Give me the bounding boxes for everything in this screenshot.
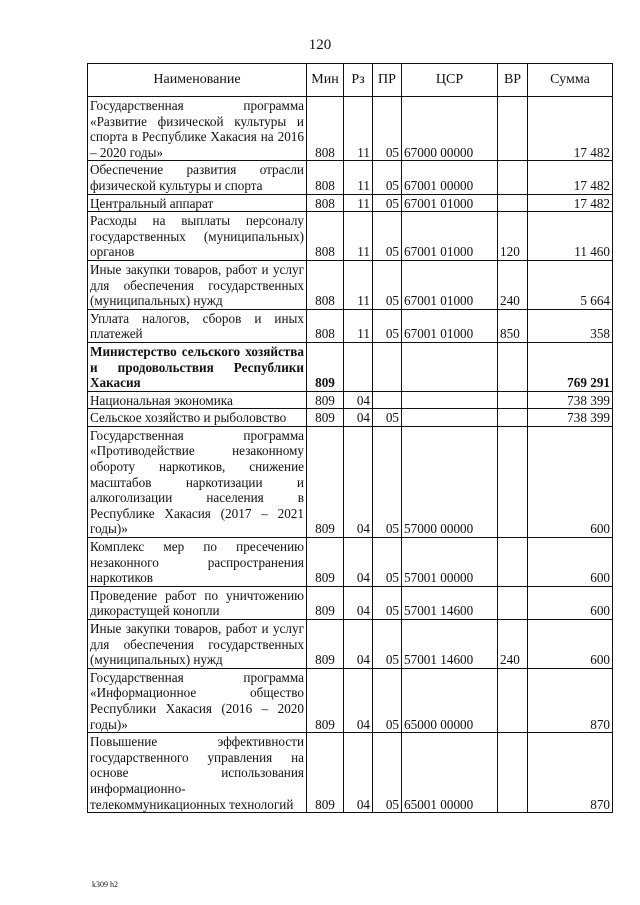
- header-rz: Рз: [344, 64, 373, 97]
- row-vr: [498, 586, 528, 619]
- row-sum: 738 399: [528, 391, 613, 409]
- row-name: Сельское хозяйство и рыболовство: [88, 409, 307, 427]
- row-pr: 05: [373, 620, 402, 669]
- row-min: 808: [307, 161, 344, 194]
- row-min: 809: [307, 538, 344, 587]
- row-vr: [498, 409, 528, 427]
- row-min: 809: [307, 620, 344, 669]
- row-name: Национальная экономика: [88, 391, 307, 409]
- row-rz: 04: [344, 538, 373, 587]
- header-vr: ВР: [498, 64, 528, 97]
- row-csr: 67001 01000: [402, 309, 498, 342]
- table-body: [88, 97, 613, 813]
- row-sum: 17 482: [528, 97, 613, 161]
- table-row: [88, 391, 613, 409]
- table-header-row: [88, 64, 613, 97]
- table-row: [88, 409, 613, 427]
- footer-code: k309 h2: [92, 880, 118, 889]
- row-sum: 5 664: [528, 260, 613, 309]
- row-sum: 17 482: [528, 194, 613, 212]
- row-rz: 11: [344, 194, 373, 212]
- header-name: Наименование: [88, 64, 307, 97]
- row-csr: [402, 342, 498, 391]
- row-csr: 67001 00000: [402, 161, 498, 194]
- row-min: 809: [307, 342, 344, 391]
- header-min: Мин: [307, 64, 344, 97]
- header-sum: Сумма: [528, 64, 613, 97]
- table-row: [88, 426, 613, 537]
- row-rz: 04: [344, 409, 373, 427]
- table-row: [88, 342, 613, 391]
- header-csr: ЦСР: [402, 64, 498, 97]
- table-row: [88, 212, 613, 261]
- row-rz: 04: [344, 391, 373, 409]
- row-sum: 870: [528, 733, 613, 813]
- row-vr: 240: [498, 620, 528, 669]
- row-pr: 05: [373, 538, 402, 587]
- row-name: Центральный аппарат: [88, 194, 307, 212]
- header-pr: ПР: [373, 64, 402, 97]
- row-pr: [373, 342, 402, 391]
- row-name: Министерство сельского хозяйства и продовольствия Республики Хакасия: [88, 342, 307, 391]
- row-csr: 67000 00000: [402, 97, 498, 161]
- row-pr: 05: [373, 586, 402, 619]
- row-name: Обеспечение развития отрасли физической культуры и спорта: [88, 161, 307, 194]
- row-name: Уплата налогов, сборов и иных платежей: [88, 309, 307, 342]
- table-row: [88, 668, 613, 732]
- row-name: Государственная программа «Информационное общество Республики Хакасия (2016 – 2020 годы)»: [88, 668, 307, 732]
- row-sum: 600: [528, 538, 613, 587]
- row-sum: 769 291: [528, 342, 613, 391]
- row-rz: 04: [344, 426, 373, 537]
- page-number: 120: [308, 37, 332, 53]
- row-sum: 738 399: [528, 409, 613, 427]
- row-csr: 67001 01000: [402, 212, 498, 261]
- row-vr: [498, 161, 528, 194]
- row-pr: 05: [373, 194, 402, 212]
- row-pr: [373, 391, 402, 409]
- row-csr: 57001 00000: [402, 538, 498, 587]
- row-csr: 57001 14600: [402, 620, 498, 669]
- row-pr: 05: [373, 668, 402, 732]
- row-pr: 05: [373, 212, 402, 261]
- row-rz: 11: [344, 161, 373, 194]
- row-min: 808: [307, 194, 344, 212]
- row-rz: 11: [344, 212, 373, 261]
- row-rz: 11: [344, 260, 373, 309]
- row-sum: 11 460: [528, 212, 613, 261]
- row-name: Государственная программа «Противодействие незаконному обороту наркотиков, снижение масштабов наркотизации и алкоголизации населения в Республике Хакасия (2017 – 2021 годы)»: [88, 426, 307, 537]
- table-row: [88, 260, 613, 309]
- table-row: [88, 538, 613, 587]
- row-rz: 04: [344, 586, 373, 619]
- row-sum: 600: [528, 426, 613, 537]
- row-pr: 05: [373, 97, 402, 161]
- row-min: 809: [307, 733, 344, 813]
- table-row: [88, 620, 613, 669]
- row-name: Комплекс мер по пресечению незаконного распространения наркотиков: [88, 538, 307, 587]
- row-csr: 65000 00000: [402, 668, 498, 732]
- row-rz: [344, 342, 373, 391]
- row-min: 809: [307, 391, 344, 409]
- row-name: Проведение работ по уничтожению дикорастущей конопли: [88, 586, 307, 619]
- row-vr: 120: [498, 212, 528, 261]
- row-name: Иные закупки товаров, работ и услуг для обеспечения государственных (муниципальных) нужд: [88, 260, 307, 309]
- row-vr: [498, 391, 528, 409]
- budget-table: [87, 63, 613, 813]
- row-csr: [402, 409, 498, 427]
- row-pr: 05: [373, 161, 402, 194]
- row-vr: 850: [498, 309, 528, 342]
- row-rz: 04: [344, 668, 373, 732]
- row-name: Повышение эффективности государственного управления на основе использования информационно-телекоммуникационных технологий: [88, 733, 307, 813]
- row-rz: 11: [344, 309, 373, 342]
- table-row: [88, 309, 613, 342]
- row-min: 809: [307, 586, 344, 619]
- row-vr: [498, 733, 528, 813]
- row-name: Иные закупки товаров, работ и услуг для обеспечения государственных (муниципальных) нужд: [88, 620, 307, 669]
- row-csr: 67001 01000: [402, 194, 498, 212]
- row-vr: [498, 668, 528, 732]
- row-rz: 04: [344, 620, 373, 669]
- row-csr: 67001 01000: [402, 260, 498, 309]
- row-min: 809: [307, 668, 344, 732]
- row-min: 809: [307, 409, 344, 427]
- row-rz: 04: [344, 733, 373, 813]
- row-vr: [498, 426, 528, 537]
- table-row: [88, 161, 613, 194]
- row-min: 808: [307, 212, 344, 261]
- row-vr: 240: [498, 260, 528, 309]
- row-min: 808: [307, 97, 344, 161]
- row-vr: [498, 97, 528, 161]
- row-sum: 600: [528, 620, 613, 669]
- row-csr: 57000 00000: [402, 426, 498, 537]
- row-name: Государственная программа «Развитие физической культуры и спорта в Республике Хакасия на 2016 – 2020 годы»: [88, 97, 307, 161]
- row-pr: 05: [373, 260, 402, 309]
- row-sum: 870: [528, 668, 613, 732]
- row-sum: 17 482: [528, 161, 613, 194]
- row-csr: [402, 391, 498, 409]
- row-csr: 65001 00000: [402, 733, 498, 813]
- row-pr: 05: [373, 733, 402, 813]
- row-vr: [498, 194, 528, 212]
- row-sum: 600: [528, 586, 613, 619]
- row-pr: 05: [373, 409, 402, 427]
- row-sum: 358: [528, 309, 613, 342]
- table-row: [88, 97, 613, 161]
- row-min: 808: [307, 309, 344, 342]
- row-csr: 57001 14600: [402, 586, 498, 619]
- row-min: 808: [307, 260, 344, 309]
- table-row: [88, 586, 613, 619]
- table-row: [88, 733, 613, 813]
- table-row: [88, 194, 613, 212]
- row-pr: 05: [373, 426, 402, 537]
- row-vr: [498, 342, 528, 391]
- row-min: 809: [307, 426, 344, 537]
- row-vr: [498, 538, 528, 587]
- row-rz: 11: [344, 97, 373, 161]
- row-name: Расходы на выплаты персоналу государственных (муниципальных) органов: [88, 212, 307, 261]
- row-pr: 05: [373, 309, 402, 342]
